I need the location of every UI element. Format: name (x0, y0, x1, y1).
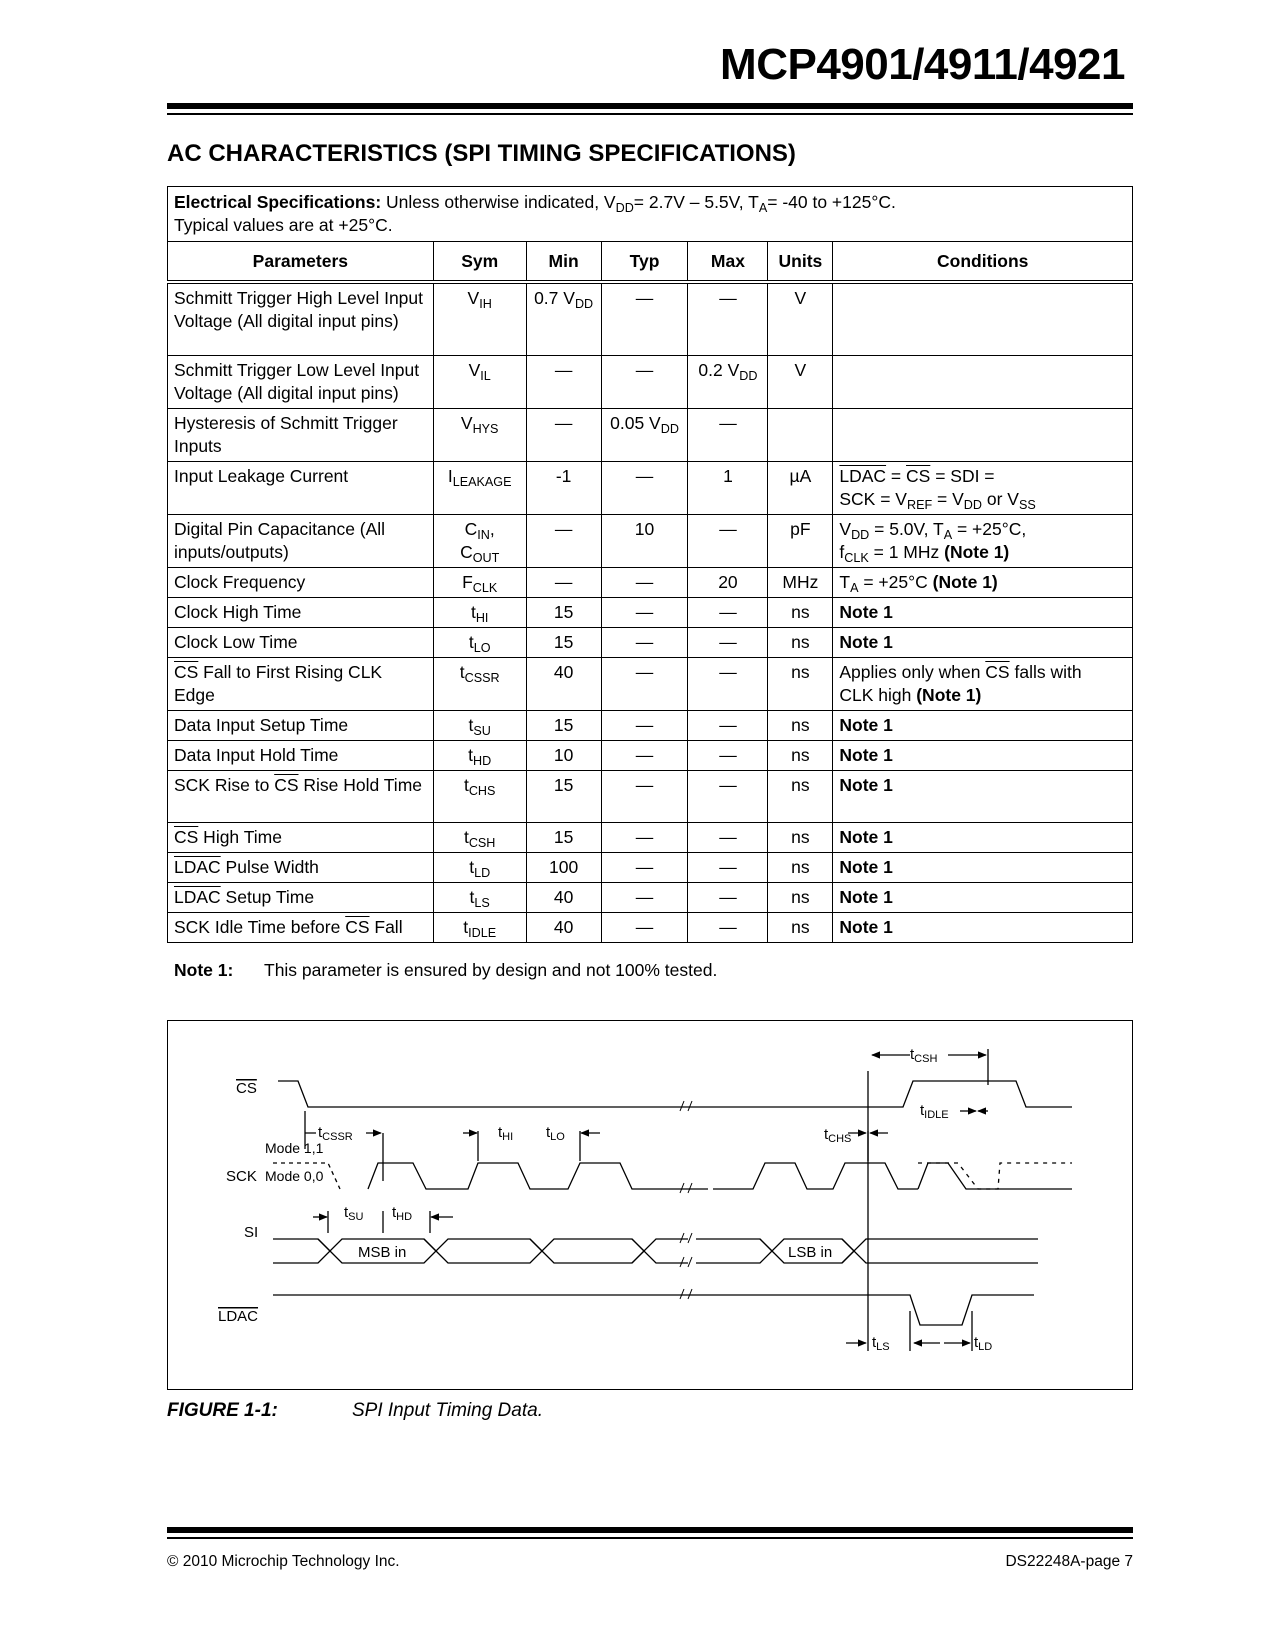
max-cell: — (688, 282, 768, 355)
table-row (168, 822, 1133, 852)
param-cell: Schmitt Trigger High Level Input Voltage (All digital input pins) (168, 282, 434, 355)
sym-cell: $V_{IL}$ (433, 355, 526, 408)
units-cell (768, 408, 833, 461)
table-row (168, 597, 1133, 627)
si-waveform (842, 1239, 1038, 1263)
timing-diagram-svg (168, 1021, 1132, 1389)
units-cell: pF (768, 514, 833, 567)
figure-label: FIGURE 1-1: (167, 1400, 278, 1421)
timing-label: $t_{LS}$ (872, 1334, 890, 1353)
min-cell: — (526, 355, 601, 408)
param-cell: Clock Frequency (168, 567, 434, 597)
typ-cell: — (601, 597, 688, 627)
max-cell: — (688, 882, 768, 912)
figure-caption-text: SPI Input Timing Data. (352, 1400, 543, 1421)
units-cell: V (768, 355, 833, 408)
break-mark (680, 1289, 692, 1299)
min-cell: 40 (526, 882, 601, 912)
units-cell: MHz (768, 567, 833, 597)
min-cell: — (526, 408, 601, 461)
cond-cell: $T_A = +25^\circ C$ (Note 1) (833, 567, 1133, 597)
sym-cell: $t_{SU}$ (433, 710, 526, 740)
sym-cell: $V_{HYS}$ (433, 408, 526, 461)
timing-label: $t_{HD}$ (392, 1204, 413, 1223)
timing-label: $t_{HI}$ (498, 1124, 514, 1143)
timing-label: $t_{CHS}$ (824, 1126, 852, 1145)
cond-cell: Note 1 (833, 710, 1133, 740)
timing-label: $t_{CSH}$ (910, 1046, 938, 1065)
spec-text-line2: Typical values are at +25°C. (174, 215, 393, 235)
typ-cell: — (601, 852, 688, 882)
spec-label: Electrical Specifications: (174, 192, 382, 212)
cond-cell: Note 1 (833, 770, 1133, 822)
spec-header-row (168, 187, 1133, 242)
note-text: This parameter is ensured by design and not 100% tested. (264, 960, 718, 980)
timing-diagram (167, 1020, 1133, 1390)
max-cell: — (688, 408, 768, 461)
header-rule-thick (167, 103, 1133, 109)
table-row (168, 740, 1133, 770)
sym-cell: $t_{HD}$ (433, 740, 526, 770)
max-cell: — (688, 710, 768, 740)
si-waveform (424, 1239, 542, 1263)
units-cell: ns (768, 822, 833, 852)
si-waveform (530, 1239, 644, 1263)
typ-cell: — (601, 355, 688, 408)
timing-label: $t_{CSSR}$ (318, 1124, 353, 1143)
sck-waveform (713, 1163, 918, 1189)
cond-cell: $V_{DD} = 5.0V$, $T_A = +25^\circ C$, $f_{CLK} = 1$ MHz (Note 1) (833, 514, 1133, 567)
max-cell: — (688, 822, 768, 852)
param-cell: Clock High Time (168, 597, 434, 627)
footer-page-number: DS22248A-page 7 (1005, 1553, 1133, 1570)
typ-cell: — (601, 567, 688, 597)
param-cell: Data Input Hold Time (168, 740, 434, 770)
max-cell: — (688, 740, 768, 770)
table-row (168, 567, 1133, 597)
min-cell: 15 (526, 822, 601, 852)
spec-sub: DD (615, 200, 634, 215)
table-row (168, 461, 1133, 514)
max-cell: — (688, 852, 768, 882)
table-note (174, 960, 717, 981)
sck-idle-solid (918, 1163, 1072, 1189)
timing-label: $t_{LO}$ (546, 1124, 565, 1143)
param-cell: Input Leakage Current (168, 461, 434, 514)
signal-label-si: SI (244, 1224, 259, 1241)
param-cell: Digital Pin Capacitance (All inputs/outputs) (168, 514, 434, 567)
typ-cell: — (601, 710, 688, 740)
signal-label-ldac: LDAC (218, 1308, 259, 1325)
cond-cell: Note 1 (833, 852, 1133, 882)
table-row (168, 912, 1133, 942)
footer-rule-thick (167, 1527, 1133, 1533)
param-cell: SCK Rise to $\overline{CS}$ Rise Hold Time (168, 770, 434, 822)
sym-cell: $t_{LS}$ (433, 882, 526, 912)
min-cell: 15 (526, 597, 601, 627)
min-cell: — (526, 567, 601, 597)
data-label-msb: MSB in (358, 1244, 407, 1261)
footer-rule-thin (167, 1537, 1133, 1539)
table-row (168, 514, 1133, 567)
col-header: Typ (601, 242, 688, 283)
min-cell: 15 (526, 627, 601, 657)
units-cell: ns (768, 710, 833, 740)
sym-cell: $t_{CHS}$ (433, 770, 526, 822)
spec-sub: A (758, 200, 768, 215)
typ-cell: — (601, 882, 688, 912)
table-row (168, 627, 1133, 657)
sym-cell: $t_{CSSR}$ (433, 657, 526, 710)
param-cell: LDAC Pulse Width (168, 852, 434, 882)
typ-cell: — (601, 282, 688, 355)
units-cell: ns (768, 912, 833, 942)
break-mark (680, 1233, 692, 1267)
param-cell: SCK Idle Time before $\overline{CS}$ Fall (168, 912, 434, 942)
cond-cell: Note 1 (833, 882, 1133, 912)
table-row (168, 282, 1133, 355)
col-header: Parameters (168, 242, 434, 283)
typ-cell: — (601, 822, 688, 852)
param-cell: $\overline{CS}$ Fall to First Rising CLK Edge (168, 657, 434, 710)
figure-caption (167, 1400, 543, 1422)
min-cell: -1 (526, 461, 601, 514)
cond-cell: Applies only when $\overline{CS}$ falls with CLK high (Note 1) (833, 657, 1133, 710)
max-cell: — (688, 770, 768, 822)
sym-cell: $t_{LD}$ (433, 852, 526, 882)
sck-waveform (368, 1163, 708, 1189)
min-cell: 10 (526, 740, 601, 770)
si-waveform (632, 1239, 688, 1263)
spec-text: = 2.7V – 5.5V, T (633, 192, 759, 212)
max-cell: — (688, 514, 768, 567)
footer-copyright: © 2010 Microchip Technology Inc. (167, 1553, 400, 1570)
typ-cell: — (601, 770, 688, 822)
electrical-spec-note (168, 187, 1133, 242)
typ-cell: — (601, 740, 688, 770)
typ-cell: 0.05 $V_{DD}$ (601, 408, 688, 461)
mode-label: Mode 0,0 (265, 1168, 324, 1184)
col-header: Min (526, 242, 601, 283)
table-row (168, 852, 1133, 882)
column-header-row (168, 242, 1133, 283)
max-cell: — (688, 627, 768, 657)
sym-cell: $t_{LO}$ (433, 627, 526, 657)
max-cell: 20 (688, 567, 768, 597)
units-cell: µA (768, 461, 833, 514)
cs-waveform (278, 1081, 1072, 1107)
min-cell: 15 (526, 710, 601, 740)
min-cell: 40 (526, 657, 601, 710)
typ-cell: — (601, 657, 688, 710)
sym-cell: $t_{IDLE}$ (433, 912, 526, 942)
min-cell: 100 (526, 852, 601, 882)
max-cell: — (688, 912, 768, 942)
param-cell: LDAC Setup Time (168, 882, 434, 912)
param-cell: Hysteresis of Schmitt Trigger Inputs (168, 408, 434, 461)
table-row (168, 882, 1133, 912)
break-mark (680, 1183, 692, 1193)
data-label-lsb: LSB in (788, 1244, 833, 1261)
sym-cell: $F_{CLK}$ (433, 567, 526, 597)
col-header: Sym (433, 242, 526, 283)
units-cell: ns (768, 852, 833, 882)
note-label: Note 1: (174, 960, 234, 980)
min-cell: 40 (526, 912, 601, 942)
spi-timing-table (167, 186, 1133, 943)
typ-cell: 10 (601, 514, 688, 567)
max-cell: 0.2 $V_{DD}$ (688, 355, 768, 408)
param-cell: Clock Low Time (168, 627, 434, 657)
typ-cell: — (601, 627, 688, 657)
param-cell: $\overline{CS}$ High Time (168, 822, 434, 852)
spec-text: Unless otherwise indicated, V (381, 192, 616, 212)
units-cell: ns (768, 597, 833, 627)
sym-cell: $t_{HI}$ (433, 597, 526, 627)
cond-cell: Note 1 (833, 627, 1133, 657)
param-cell: Data Input Setup Time (168, 710, 434, 740)
min-cell: 15 (526, 770, 601, 822)
sym-cell: $t_{CSH}$ (433, 822, 526, 852)
cond-cell: Note 1 (833, 740, 1133, 770)
units-cell: ns (768, 627, 833, 657)
mode-label: Mode 1,1 (265, 1140, 324, 1156)
cond-cell (833, 355, 1133, 408)
sym-cell: $V_{IH}$ (433, 282, 526, 355)
min-cell: — (526, 514, 601, 567)
table-row (168, 657, 1133, 710)
timing-label: $t_{LD}$ (974, 1334, 993, 1353)
si-waveform (696, 1239, 772, 1263)
signal-label-cs: CS (236, 1080, 257, 1097)
col-header: Max (688, 242, 768, 283)
ldac-waveform (273, 1295, 1034, 1325)
units-cell: ns (768, 740, 833, 770)
cond-cell: Note 1 (833, 912, 1133, 942)
cond-cell: Note 1 (833, 822, 1133, 852)
table-row (168, 355, 1133, 408)
timing-label: $t_{SU}$ (344, 1204, 364, 1223)
max-cell: — (688, 657, 768, 710)
spec-text: = -40 to +125°C. (767, 192, 896, 212)
sck-idle-dashed (918, 1163, 1072, 1189)
sym-cell: $C_{IN}$, $C_{OUT}$ (433, 514, 526, 567)
typ-cell: — (601, 912, 688, 942)
param-cell: Schmitt Trigger Low Level Input Voltage (All digital input pins) (168, 355, 434, 408)
header-rule-thin (167, 113, 1133, 115)
max-cell: 1 (688, 461, 768, 514)
table-row (168, 408, 1133, 461)
units-cell: ns (768, 882, 833, 912)
table-row (168, 770, 1133, 822)
signal-label-sck: SCK (226, 1168, 257, 1185)
units-cell: ns (768, 770, 833, 822)
sym-cell: $I_{LEAKAGE}$ (433, 461, 526, 514)
cond-cell (833, 282, 1133, 355)
units-cell: V (768, 282, 833, 355)
cond-cell (833, 408, 1133, 461)
table-row (168, 710, 1133, 740)
min-cell: 0.7 $V_{DD}$ (526, 282, 601, 355)
col-header: Conditions (833, 242, 1133, 283)
cond-cell: Note 1 (833, 597, 1133, 627)
max-cell: — (688, 597, 768, 627)
typ-cell: — (601, 461, 688, 514)
break-mark (680, 1101, 692, 1111)
section-title: AC CHARACTERISTICS (SPI TIMING SPECIFICATIONS) (167, 140, 796, 167)
cond-cell: LDAC = $\overline{CS}$ = SDI = SCK = $V_{REF} = V_{DD}$ or $V_{SS}$ (833, 461, 1133, 514)
timing-label: $t_{IDLE}$ (920, 1102, 949, 1121)
col-header: Units (768, 242, 833, 283)
units-cell: ns (768, 657, 833, 710)
document-title: MCP4901/4911/4921 (720, 40, 1125, 89)
